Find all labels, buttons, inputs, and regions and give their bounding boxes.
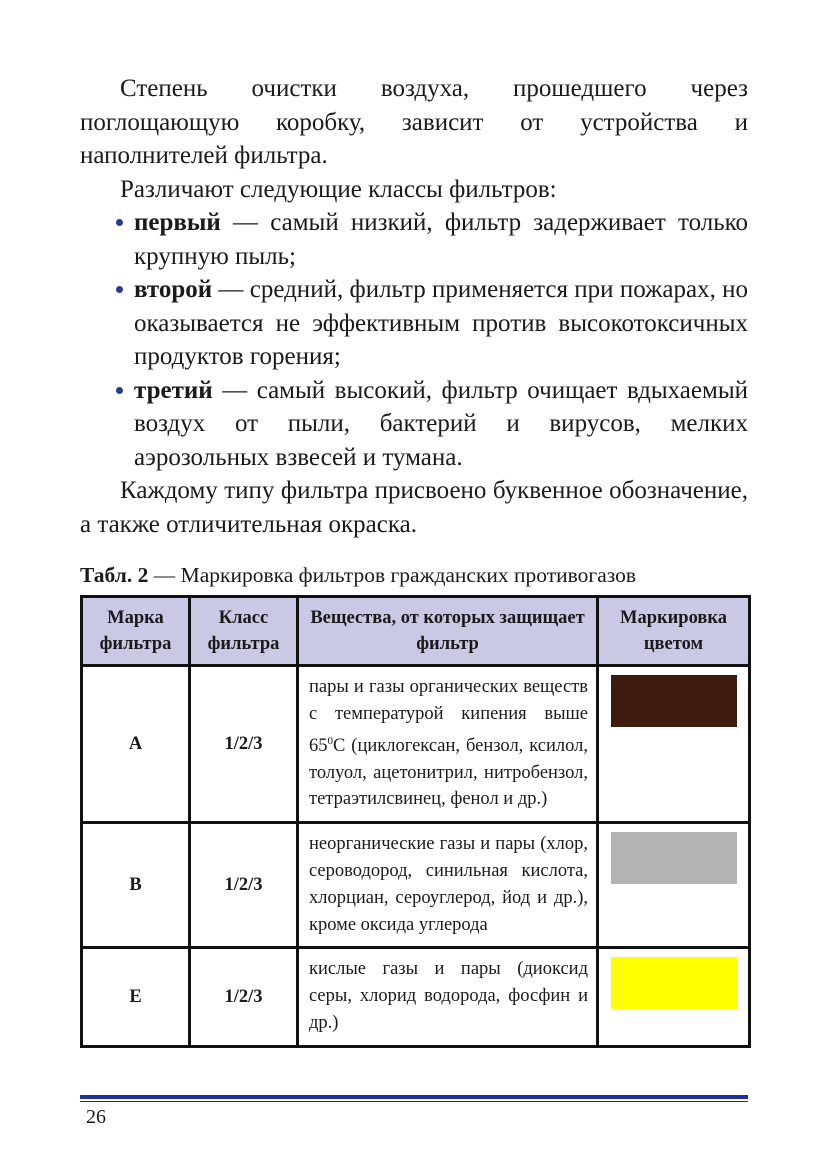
page-body: [80, 72, 748, 1048]
cell-substances: [298, 666, 598, 823]
cell-color: [598, 823, 750, 948]
header-mark: Марка фильтра: [82, 597, 190, 666]
color-swatch: [611, 832, 737, 884]
header-substances: Вещества, от которых защищает фильтр: [298, 597, 598, 666]
cell-substances: [298, 948, 598, 1046]
cell-class: 1/2/3: [190, 948, 298, 1046]
table-row: [82, 948, 750, 1046]
header-color: Маркировка цветом: [598, 597, 750, 666]
substances-text: пары и газы органических веществ с температурой кипения выше 65: [309, 677, 588, 756]
page-number: 26: [86, 1106, 106, 1128]
cell-class: 1/2/3: [190, 666, 298, 823]
table-caption: [80, 561, 748, 589]
footer-rule: [80, 1095, 748, 1099]
color-swatch: [611, 675, 737, 727]
bullet-icon: [116, 387, 123, 394]
classes-intro: Различают следующие классы фильтров:: [120, 175, 557, 203]
cell-mark: B: [82, 823, 190, 948]
designation-paragraph: Каждому типу фильтра присвоено буквенное обозначение, а также отличительная окраска.: [80, 477, 748, 538]
bullet-icon: [116, 286, 123, 293]
bullet-icon: [116, 219, 123, 226]
cell-color: [598, 948, 750, 1046]
list-item: [80, 374, 748, 475]
class-description: — самый высокий, фильтр очищает вдыхаемый воздух от пыли, бактерий и вирусов, мелких аэрозольных взвесей и тумана.: [134, 376, 748, 471]
table-title: — Маркировка фильтров гражданских противогазов: [148, 563, 637, 587]
filter-classes-list: [80, 206, 748, 474]
substances-text-cont: С (циклогексан, бензол, ксилол, толуол, ацетонитрил, нитробензол, тетраэтилсвинец, фенол и др.): [309, 735, 588, 810]
table-row: [82, 666, 750, 823]
cell-class: 1/2/3: [190, 823, 298, 948]
substances-text: кислые газы и пары (диоксид серы, хлорид водорода, фосфин и др.): [309, 959, 588, 1033]
cell-mark: E: [82, 948, 190, 1046]
substances-text: неорганические газы и пары (хлор, сероводород, синильная кислота, хлорциан, сероуглерод, йод и др.), кроме оксида углерода: [309, 834, 588, 935]
table-row: [82, 823, 750, 948]
color-swatch: [611, 957, 737, 1009]
table-number: Табл. 2: [80, 563, 149, 587]
class-description: — средний, фильтр применяется при пожарах, но оказывается не эффективным против высокотоксичных продуктов горения;: [134, 276, 748, 370]
superscript: 0: [327, 734, 333, 747]
table-header-row: [82, 597, 750, 666]
cell-mark: A: [82, 666, 190, 823]
class-term: первый: [134, 209, 221, 236]
cell-color: [598, 666, 750, 823]
intro-paragraph: Степень очистки воздуха, прошедшего через поглощающую коробку, зависит от устройства и наполнителей фильтра.: [80, 75, 748, 169]
list-item: [80, 273, 748, 374]
class-description: — самый низкий, фильтр задерживает только крупную пыль;: [134, 209, 748, 270]
filter-marking-table: [80, 595, 751, 1048]
list-item: [80, 206, 748, 273]
cell-substances: [298, 823, 598, 948]
footer-rule-thin: [80, 1101, 748, 1102]
class-term: второй: [134, 276, 213, 303]
header-class: Класс фильтра: [190, 597, 298, 666]
class-term: третий: [134, 376, 213, 404]
